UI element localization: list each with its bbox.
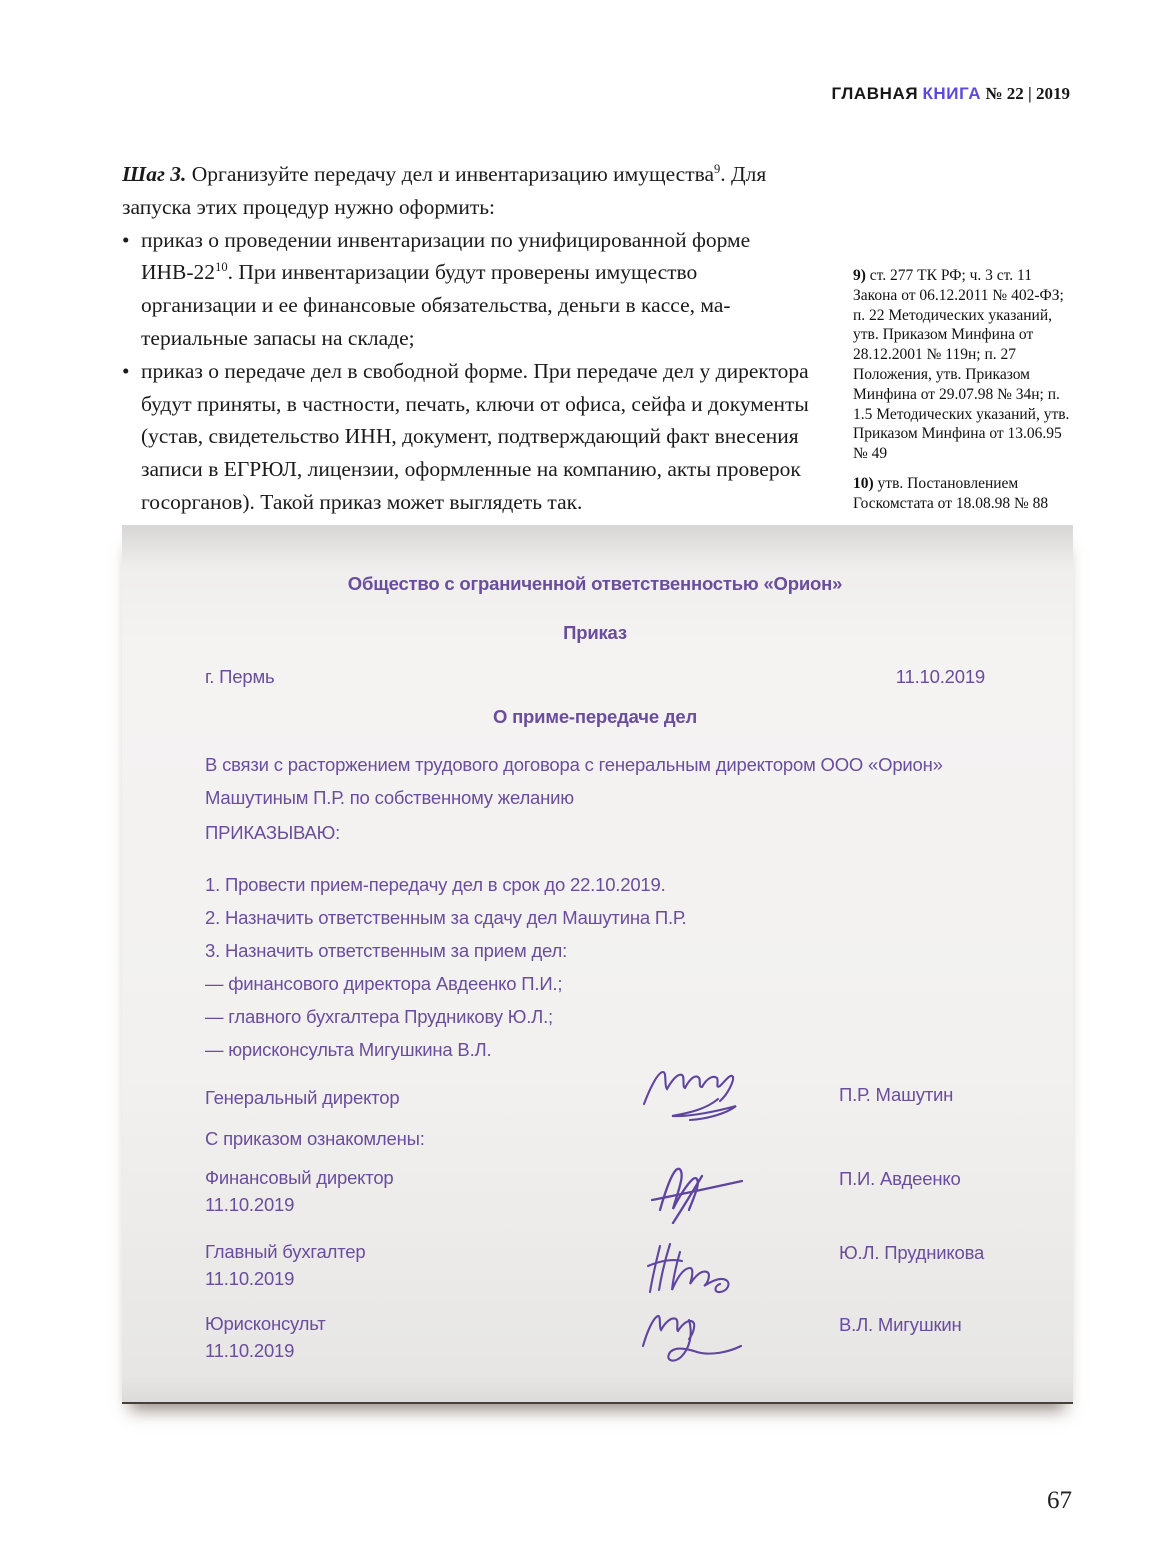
signature-mashutin: [557, 1066, 839, 1124]
order-item: — юрисконсульта Мигушкина В.Л.: [205, 1039, 492, 1060]
signature-block-financial-director: [205, 1164, 985, 1224]
order-item: 1. Провести прием-передачу дел в срок до 22.10.2019.: [205, 874, 666, 895]
bullet-item: [122, 224, 816, 355]
order-item: 3. Назначить ответственным за прием дел:: [205, 940, 568, 961]
signature-role: Финансовый директор: [205, 1167, 394, 1188]
bullet-marker: •: [122, 227, 130, 252]
order-document-card: [122, 525, 1073, 1404]
signature-role: Юрисконсульт: [205, 1313, 326, 1334]
footnote-9: [853, 266, 1079, 464]
step-intro-tail: . Для запуска этих процедур нужно оформить:: [122, 162, 767, 219]
brand-name-purple: КНИГА: [922, 84, 982, 103]
signature-date: 11.10.2019: [205, 1340, 295, 1361]
footnote-ref-10: 10: [215, 260, 228, 275]
article-text: [122, 158, 816, 519]
issue-number: № 22 | 2019: [985, 84, 1070, 103]
signature-role: Генеральный директор: [205, 1087, 400, 1108]
signature-role-date: [205, 1310, 557, 1364]
signature-avdeenko: [557, 1164, 839, 1224]
footnote-ref-9: 9: [714, 161, 721, 176]
document-subject: О приме-передаче дел: [492, 706, 698, 727]
signature-mashutin-glyph: [638, 1066, 758, 1124]
order-item: 2. Назначить ответственным за сдачу дел Машутина П.Р.: [205, 907, 687, 928]
step-intro: Организуйте передачу дел и инвентаризацию имущества: [186, 162, 714, 186]
acknowledged-label: С приказом ознакомлены:: [205, 1128, 425, 1149]
footnote-10: [853, 474, 1079, 514]
bullet-2-pre: приказ о передаче дел в свободной форме. При передаче дел у директора будут приняты, в частности, печать, ключи от офиса, сейфа и документы (устав, свидетельство ИНН, документ, подтверждающий факт внесения записи в ЕГРЮЛ, лицензии, оформленные на компанию, акты проверок госорганов). Такой приказ может выглядеть так.: [141, 358, 809, 514]
signature-block-chief-accountant: [205, 1238, 985, 1296]
step-label: Шаг 3.: [122, 162, 187, 186]
brand-name-black: ГЛАВНАЯ: [831, 84, 919, 103]
footnote-10-text: утв. Постановлением Госкомстата от 18.08.98 № 88: [853, 474, 1049, 512]
document-resolution-word: ПРИКАЗЫВАЮ:: [205, 822, 341, 843]
document-order-items: [205, 868, 985, 1066]
bullet-1-post: . При инвентаризации будут проверены имущество организации и ее финансовые обязательства, деньги в кассе, материальные запасы на складе;: [141, 260, 731, 350]
signature-name: Ю.Л. Прудникова: [839, 1242, 985, 1263]
signature-migushkin: [557, 1310, 839, 1368]
footnote-9-text: ст. 277 ТК РФ; ч. 3 ст. 11 Закона от 06.12.2011 № 402-ФЗ; п. 22 Методических указаний, утв. Приказом Минфина от 28.12.2001 № 119н; п. 27 Положения, утв. Приказом Минфина от 29.07.98 № 34н; п. 1.5 Методических указаний, утв. Приказом Минфина от 13.06.95 № 49: [853, 267, 1070, 463]
signature-date: 11.10.2019: [205, 1268, 295, 1289]
document-city-date-row: [205, 666, 985, 688]
signature-name: П.И. Авдеенко: [839, 1168, 961, 1189]
document-company-name: Общество с ограниченной ответственностью «Орион»: [347, 573, 843, 594]
signature-block-general-director: [205, 1066, 985, 1124]
signature-role-date: [205, 1238, 557, 1292]
document-title: Приказ: [563, 622, 627, 643]
step-paragraph: [122, 158, 816, 224]
page-number: 67: [1047, 1487, 1072, 1514]
signature-prudnikova: [557, 1238, 839, 1296]
signature-block-legal-counsel: [205, 1310, 985, 1368]
bullet-text: [141, 224, 816, 355]
document-city: г. Пермь: [205, 666, 275, 687]
bullet-marker: •: [122, 358, 130, 383]
order-item: — финансового директора Авдеенко П.И.;: [205, 973, 563, 994]
bullet-item: [122, 355, 816, 519]
bullet-text: [141, 355, 816, 519]
document-preamble: В связи с расторжением трудового договора с генеральным директором ООО «Орион» Машутиным П.Р. по собственному желанию: [205, 754, 943, 808]
signature-name: В.Л. Мигушкин: [839, 1314, 962, 1335]
signature-date: 11.10.2019: [205, 1194, 295, 1215]
order-item: — главного бухгалтера Прудникову Ю.Л.;: [205, 1006, 553, 1027]
footnote-sidebar: [853, 266, 1079, 524]
footnote-9-number: 9): [853, 267, 866, 284]
bullet-1-pre: приказ о проведении инвентаризации по унифицированной форме ИНВ-22: [141, 227, 751, 285]
signature-prudnikova-glyph: [638, 1238, 758, 1296]
magazine-header: [832, 84, 1070, 104]
signature-name: П.Р. Машутин: [839, 1084, 954, 1105]
signature-role-date: [205, 1164, 557, 1218]
footnote-10-number: 10): [853, 474, 874, 492]
signature-avdeenko-glyph: [638, 1164, 758, 1224]
signature-role: Главный бухгалтер: [205, 1241, 366, 1262]
document-date: 11.10.2019: [895, 666, 985, 687]
signature-migushkin-glyph: [633, 1310, 763, 1368]
